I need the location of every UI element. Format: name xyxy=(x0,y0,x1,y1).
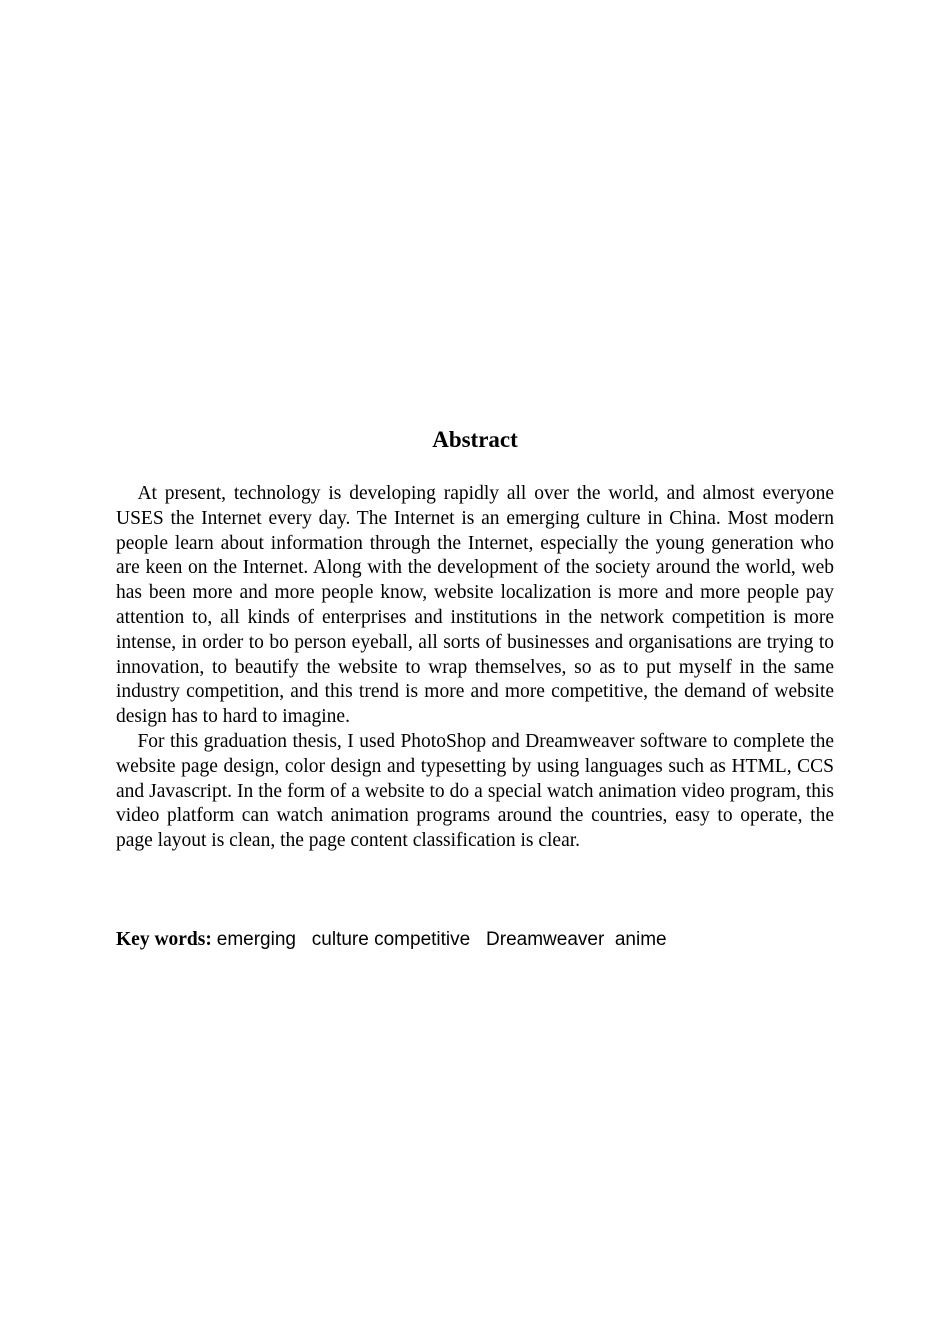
abstract-body xyxy=(116,482,834,854)
abstract-paragraph-2: For this graduation thesis, I used PhotoShop and Dreamweaver software to complete the website page design, color design and typesetting by using languages such as HTML, CCS and Javascript. In the form of a website to do a special watch animation video program, this video platform can watch animation programs around the countries, easy to operate, the page layout is clean, the page content classification is clear. xyxy=(116,730,834,852)
keywords-value: emerging culture competitive Dreamweaver anime xyxy=(216,929,667,950)
abstract-paragraph-1: At present, technology is developing rapidly all over the world, and almost everyone USES the Internet every day. The Internet is an emerging culture in China. Most modern people learn about information through the Internet, especially the young generation who are keen on the Internet. Along with the development of the society around the world, web has been more and more people know, website localization is more and more people pay attention to, all kinds of enterprises and institutions in the network competition is more intense, in order to bo person eyeball, all sorts of businesses and organisations are trying to innovation, to beautify the website to wrap themselves, so as to put myself in the same industry competition, and this trend is more and more competitive, the demand of website design has to hard to imagine. xyxy=(116,483,834,728)
keywords-label: Key words: xyxy=(116,929,212,950)
keywords-line xyxy=(116,928,834,953)
abstract-title: Abstract xyxy=(432,427,518,452)
